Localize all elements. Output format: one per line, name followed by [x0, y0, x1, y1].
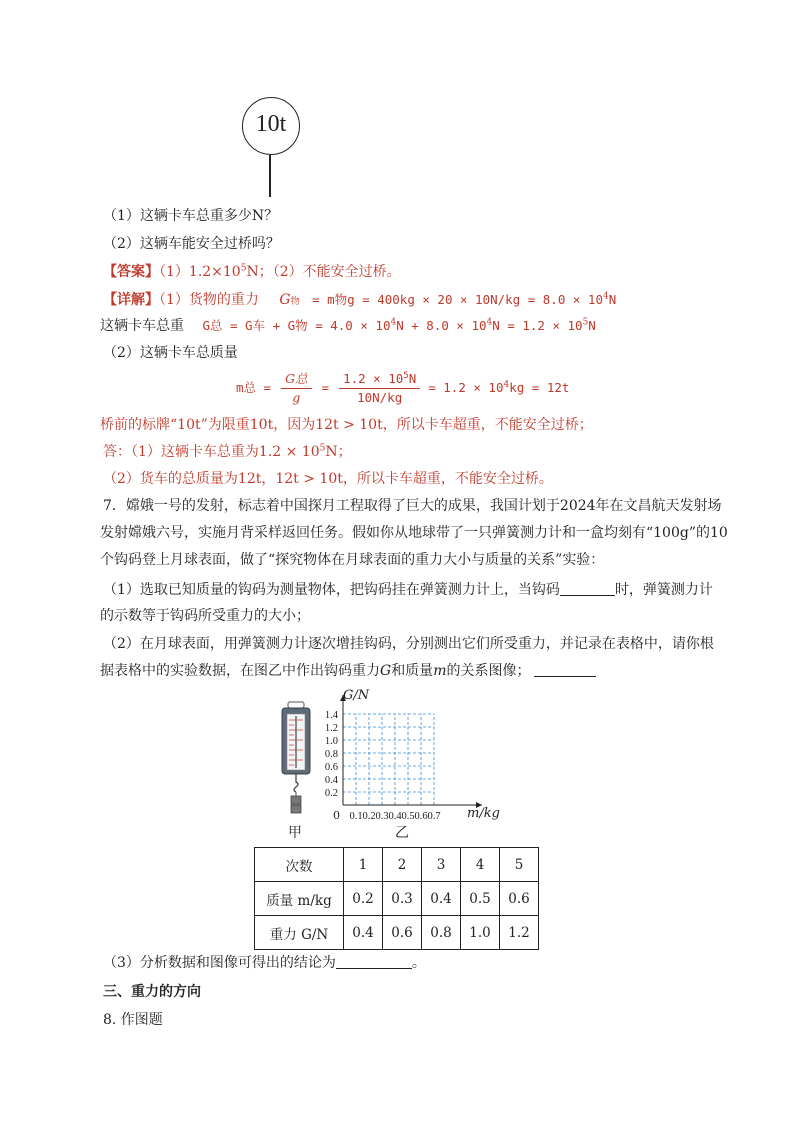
q7-s2-c: 和质量	[391, 663, 434, 679]
detail-line-7: （2）货车的总质量为12t，12t > 10t，所以卡车超重，不能安全过桥。	[103, 471, 553, 487]
detail-l1-exp: 4	[602, 291, 609, 302]
answer-text-b: N；（2）不能安全过桥。	[246, 264, 401, 280]
fraction-1	[281, 370, 312, 407]
fraction-2	[339, 370, 420, 407]
answer-blank-3[interactable]	[336, 954, 412, 969]
table-cell: 3	[422, 848, 461, 882]
q7-s3-a: （3）分析数据和图像可得出的结论为	[103, 955, 336, 971]
x-tick-label: 0.2	[362, 811, 376, 822]
q7-sub-1-cont: 的示数等于钩码所受重力的大小；	[100, 608, 310, 624]
formula-result-a: = 1.2 × 10	[428, 380, 504, 395]
table-cell: 0.6	[500, 882, 539, 916]
data-table	[254, 847, 539, 950]
sign-text: 10t	[255, 111, 287, 137]
q7-para-2: 发射嫦娥六号，实施月背采样返回任务。假如你从地球带了一只弹簧测力计和一盒均刻有“100g”的10	[100, 525, 728, 541]
detail-l2-unit: N	[588, 318, 596, 333]
fraction-2-num-a: 1.2 × 10	[343, 371, 404, 386]
q7-para-1: 7．嫦娥一号的发射，标志着中国探月工程取得了巨大的成果，我国计划于2024年在文昌航天发射场	[103, 498, 722, 514]
x-axis-label: m/kg	[467, 806, 500, 821]
fraction-1-den: g	[292, 390, 301, 405]
table-cell: 重力 G/N	[255, 916, 344, 950]
fraction-2-num-b: N	[408, 371, 417, 386]
q7-s1-b: 时，弹簧测力计	[614, 582, 713, 598]
q7-para-3: 个钩码登上月球表面，做了“探究物体在月球表面的重力大小与质量的关系”实验：	[100, 552, 605, 568]
table-cell: 2	[383, 848, 422, 882]
detail-line-3: （2）这辆卡车总质量	[103, 345, 238, 361]
detail-l1-sym: G	[279, 292, 291, 308]
q7-s3-b: 。	[411, 955, 426, 971]
table-cell: 质量 m/kg	[255, 882, 344, 916]
answer-exp: 5	[240, 263, 247, 274]
fraction-2-num-exp: 5	[403, 370, 409, 381]
question-2: （2）这辆车能安全过桥吗？	[103, 236, 280, 252]
y-tick-label: 0.2	[324, 788, 338, 799]
table-cell: 次数	[255, 848, 344, 882]
y-tick-label: 1.4	[324, 710, 338, 721]
formula-eq: =	[321, 380, 330, 395]
detail-l2-exp3: 5	[582, 317, 589, 328]
detail-l2-exp2: 4	[486, 317, 493, 328]
table-cell: 4	[461, 848, 500, 882]
detail-line-5: 桥前的标牌“10t”为限重10t，因为12t > 10t，所以卡车超重，不能安全过桥；	[100, 417, 593, 433]
sign-pole	[269, 155, 271, 197]
y-tick-labels	[325, 710, 339, 799]
table-cell: 5	[500, 848, 539, 882]
origin-label: 0	[333, 809, 340, 822]
q7-s2-G: G	[380, 663, 392, 679]
detail-line-2	[100, 316, 596, 336]
question-8: 8. 作图题	[103, 1012, 163, 1028]
x-tick-label: 0.1	[349, 811, 363, 822]
y-tick-label: 0.8	[324, 749, 338, 760]
q7-s2-d: 的关系图像；	[446, 663, 531, 679]
detail-l6-b: N；	[325, 444, 352, 460]
detail-l1-unit: N	[608, 292, 617, 307]
table-cell: 0.8	[422, 916, 461, 950]
detail-l6-exp: 5	[319, 443, 326, 454]
answer-line	[103, 262, 401, 282]
formula-lhs: m总 =	[236, 380, 272, 395]
q7-sub-1	[103, 580, 713, 600]
table-header-row	[255, 848, 539, 882]
formula-result-exp: 4	[503, 379, 510, 390]
q7-sub-2-cont	[100, 661, 596, 681]
table-cell: 0.4	[422, 882, 461, 916]
x-tick-label: 0.4	[388, 811, 402, 822]
table-cell: 1	[344, 848, 383, 882]
q7-s2-m: m	[433, 663, 447, 679]
label-jia: 甲	[288, 825, 302, 841]
detail-l2-exp1: 4	[390, 317, 397, 328]
detail-l2-mid2: N = 1.2 × 10	[492, 318, 583, 333]
table-cell: 1.0	[461, 916, 500, 950]
table-row-weight	[255, 916, 539, 950]
x-tick-label: 0.3	[375, 811, 389, 822]
y-axis-label: G/N	[343, 688, 370, 703]
detail-line-6	[103, 442, 352, 462]
answer-tag: 【答案】	[103, 264, 159, 280]
table-cell: 0.3	[383, 882, 422, 916]
detail-l1-eq: = m物g = 400kg × 20 × 10N/kg = 8.0 × 10	[312, 292, 603, 307]
question-1: （1）这辆卡车总重多少N？	[103, 208, 279, 224]
q7-sub-2: （2）在月球表面，用弹簧测力计逐次增挂钩码，分别测出它们所受重力，并记录在表格中，请你根	[103, 636, 714, 652]
x-tick-labels	[349, 811, 440, 822]
table-cell: 0.6	[383, 916, 422, 950]
y-tick-label: 0.6	[324, 762, 338, 773]
table-cell: 0.5	[461, 882, 500, 916]
y-tick-label: 1.0	[324, 736, 338, 747]
fraction-1-num: G总	[281, 370, 312, 389]
x-tick-label: 0.5	[401, 811, 415, 822]
detail-l1-sub: 物	[290, 297, 300, 307]
detail-l6-a: 答：（1）这辆卡车总重为1.2 × 10	[103, 444, 320, 460]
answer-text-a: （1）1.2×10	[159, 264, 241, 280]
q7-s1-a: （1）选取已知质量的钩码为测量物体，把钩码挂在弹簧测力计上，当钩码	[103, 582, 560, 598]
fraction-2-den: 10N/kg	[357, 390, 403, 405]
answer-blank-1[interactable]	[560, 581, 615, 596]
x-tick-label: 0.7	[427, 811, 441, 822]
hook-weight-2	[291, 805, 301, 813]
spring-scale-figure	[278, 700, 314, 825]
hook-weight-1	[291, 796, 301, 804]
detail-l2-eq: G总 = G车 + G物 = 4.0 × 10	[202, 318, 391, 333]
answer-blank-2[interactable]	[534, 662, 596, 677]
table-cell: 1.2	[500, 916, 539, 950]
graph-grid	[343, 714, 434, 805]
section-heading: 三、重力的方向	[103, 984, 201, 1000]
detail-l2-mid: N + 8.0 × 10	[396, 318, 487, 333]
detail-tag: 【详解】	[103, 292, 159, 308]
q7-sub-3	[103, 953, 426, 973]
table-cell: 0.2	[344, 882, 383, 916]
y-tick-label: 1.2	[324, 723, 338, 734]
detail-line-1	[103, 290, 616, 312]
scale-hook	[294, 774, 298, 792]
mass-formula	[236, 370, 569, 407]
formula-result-b: kg = 12t	[509, 380, 570, 395]
q7-s2-b: 据表格中的实验数据，在图乙中作出钩码重力	[100, 663, 380, 679]
detail-l2-text: 这辆卡车总重	[100, 318, 184, 334]
detail-l1-text: （1）货物的重力	[159, 292, 259, 308]
table-row-mass	[255, 882, 539, 916]
y-tick-label: 0.4	[324, 775, 338, 786]
scale-hook-top	[288, 702, 304, 708]
label-yi: 乙	[395, 825, 409, 841]
table-cell: 0.4	[344, 916, 383, 950]
x-tick-label: 0.6	[414, 811, 428, 822]
